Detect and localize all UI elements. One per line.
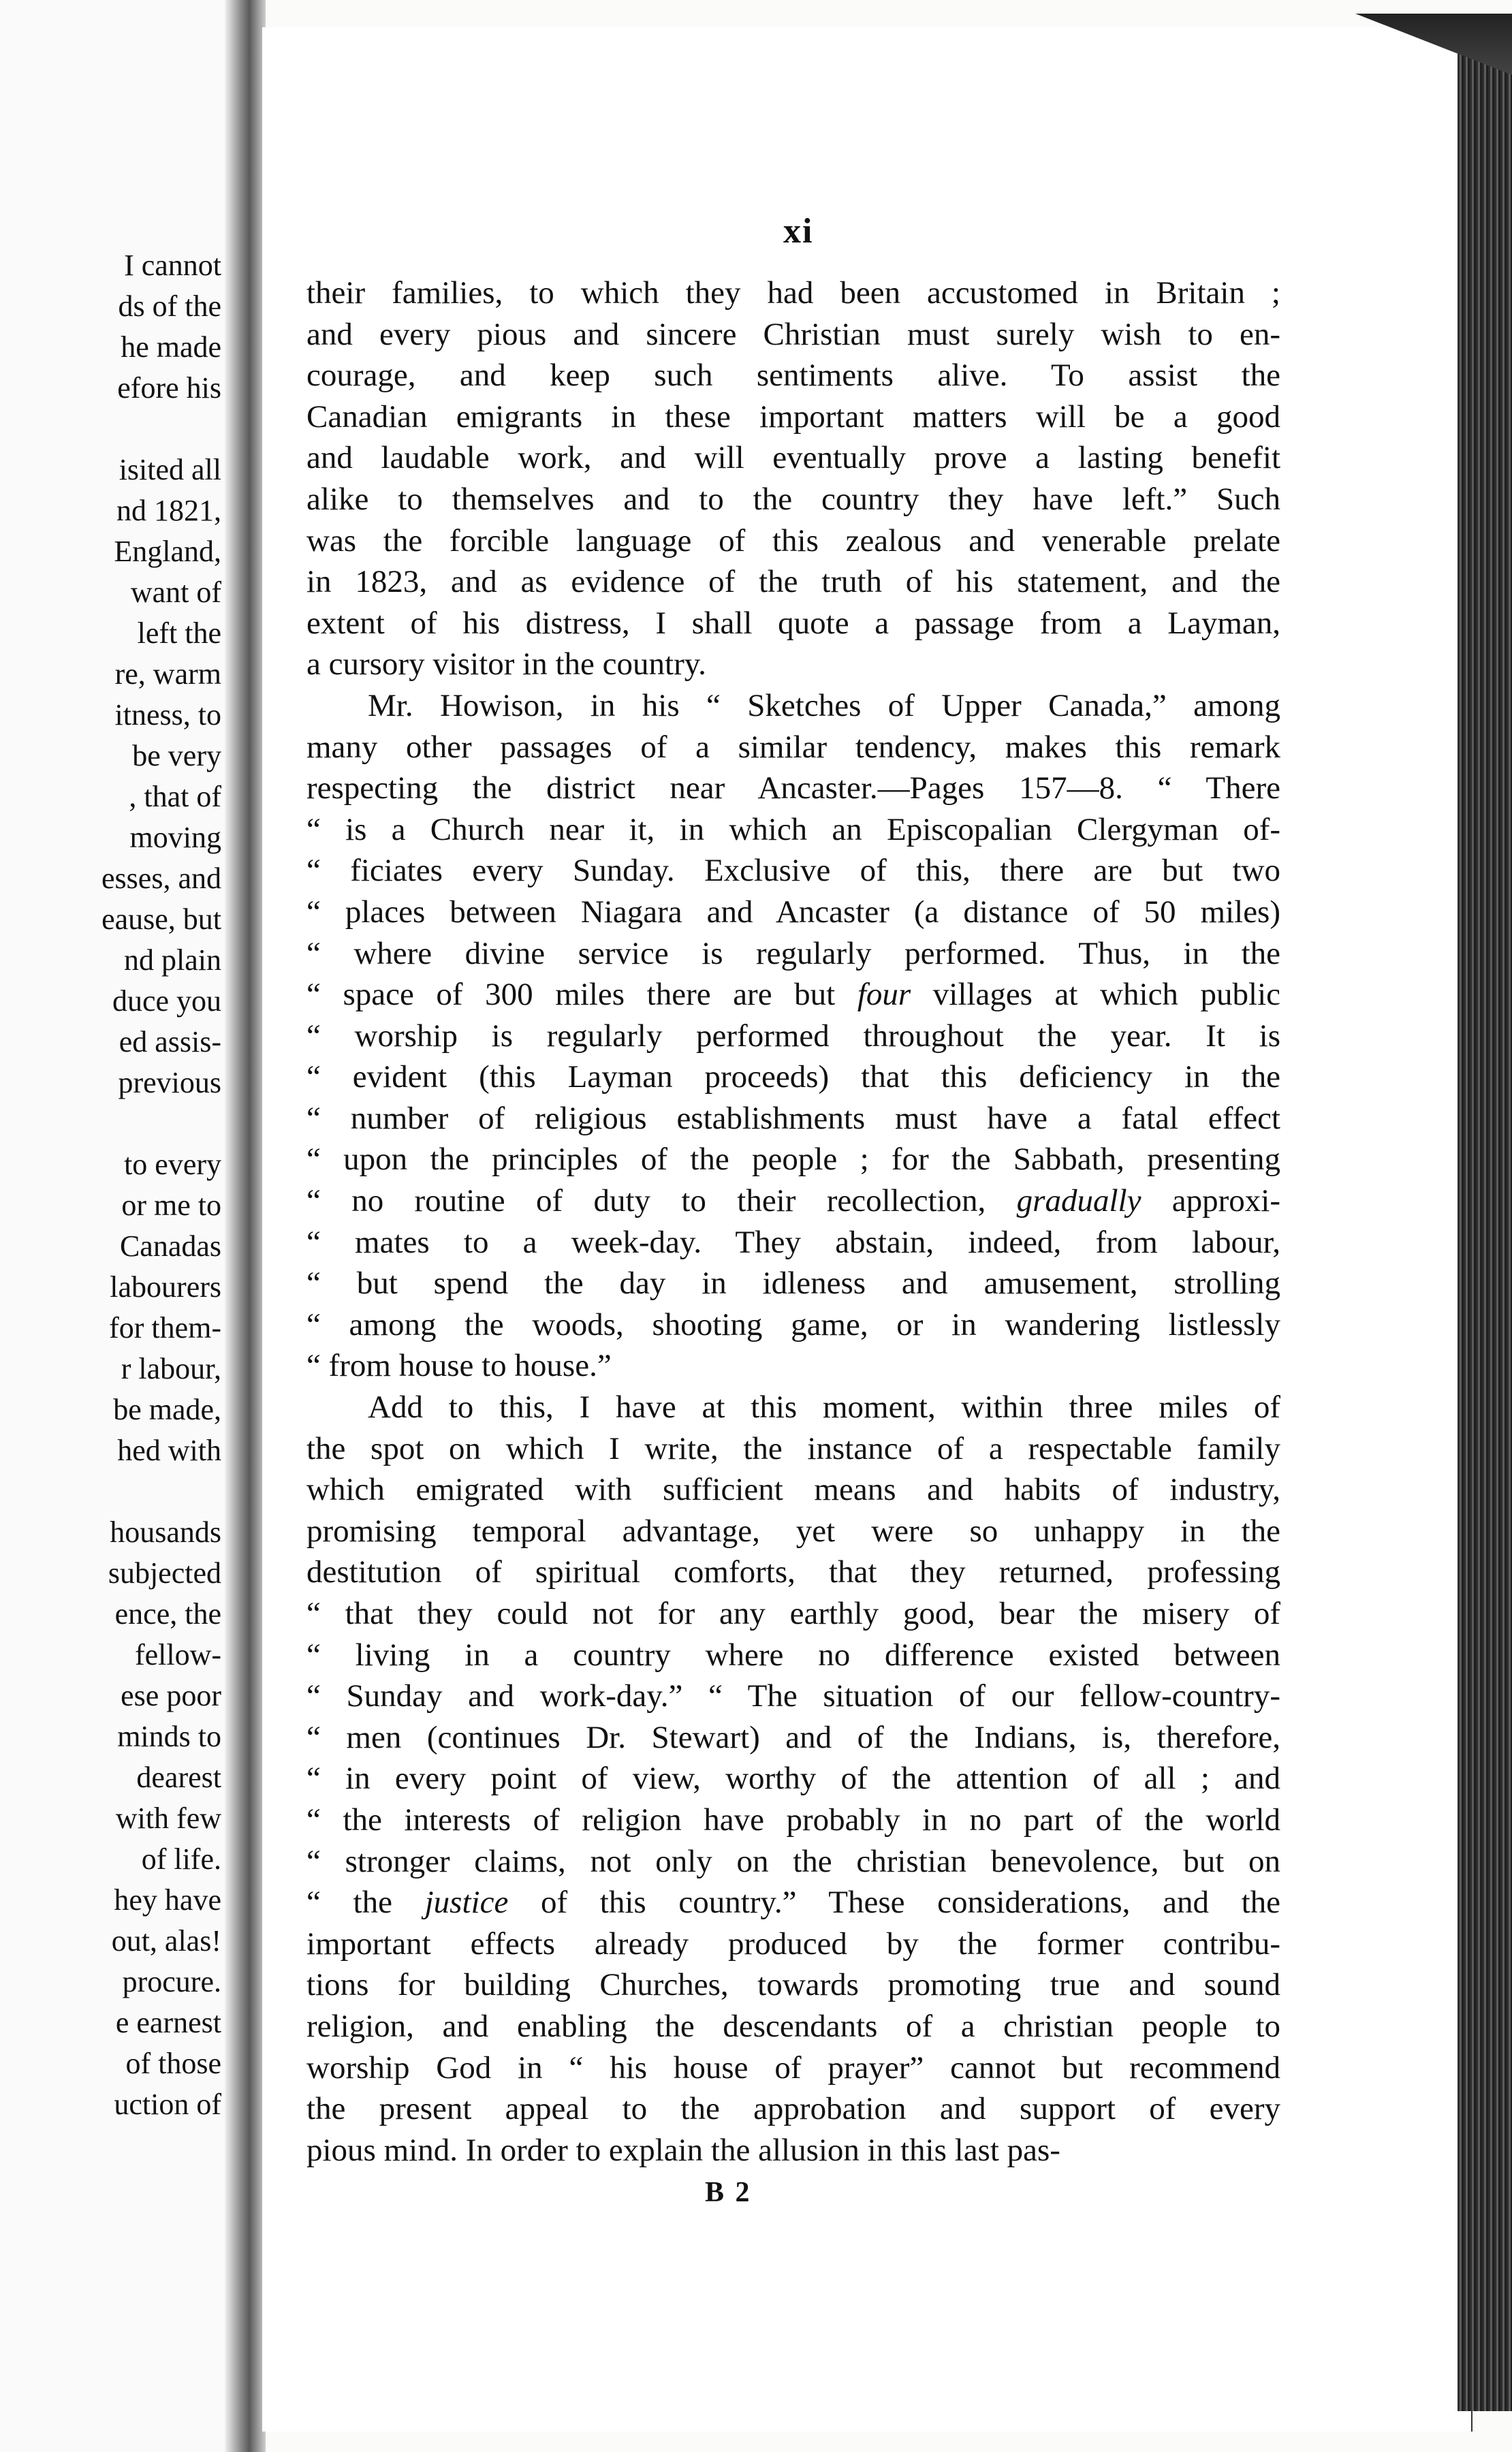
left-page-line: esses, and	[101, 862, 221, 895]
left-page-line: Canadas	[119, 1229, 221, 1263]
left-page-line: uction of	[114, 2088, 221, 2121]
page-edges	[1458, 41, 1512, 2411]
left-page-line: ed assis-	[119, 1025, 221, 1058]
text-line: “ the interests of religion have probably in no part of the world	[306, 1802, 1280, 1838]
left-page-line: duce you	[112, 984, 221, 1018]
text-line: “ places between Niagara and Ancaster (a distance of 50 miles)	[306, 894, 1280, 930]
left-page-line: nd 1821,	[116, 494, 221, 527]
page-number: xi	[783, 212, 814, 251]
text-line: tions for building Churches, towards promoting true and sound	[306, 1967, 1280, 2003]
text-line: promising temporal advantage, yet were so unhappy in the	[306, 1513, 1280, 1549]
text-line: pious mind. In order to explain the allusion in this last pas-	[306, 2132, 1060, 2168]
left-page-line: minds to	[117, 1720, 221, 1753]
left-page-line: be made,	[113, 1393, 221, 1426]
text-line: “ is a Church near it, in which an Episcopalian Clergyman of-	[306, 811, 1280, 847]
text-line: and every pious and sincere Christian must surely wish to en-	[306, 316, 1280, 352]
left-page-line: labourers	[110, 1270, 221, 1304]
text-line: “ number of religious establishments must have a fatal effect	[306, 1100, 1280, 1136]
text-line: their families, to which they had been accustomed in Britain ;	[306, 275, 1280, 311]
text-line: was the forcible language of this zealous and venerable prelate	[306, 522, 1280, 559]
left-page-line: dearest	[136, 1761, 221, 1794]
text-line: “ from house to house.”	[306, 1348, 612, 1384]
text-line: Add to this, I have at this moment, within three miles of	[368, 1389, 1280, 1426]
left-page-line: ence, the	[114, 1597, 221, 1631]
text-line: and laudable work, and will eventually prove a lasting benefit	[306, 440, 1280, 476]
left-page-line: hed with	[117, 1434, 221, 1467]
left-page-line: of life.	[141, 1842, 221, 1876]
left-page-line: procure.	[122, 1965, 221, 1998]
text-line: extent of his distress, I shall quote a passage from a Layman,	[306, 605, 1280, 641]
left-page-line: be very	[132, 739, 221, 772]
left-page-line: with few	[115, 1802, 221, 1835]
left-page-line: England,	[114, 535, 221, 568]
text-line: “ men (continues Dr. Stewart) and of the Indians, is, therefore,	[306, 1719, 1280, 1755]
left-page-line: want of	[130, 576, 221, 609]
text-line: “ ficiates every Sunday. Exclusive of this, there are but two	[306, 853, 1280, 889]
text-line: courage, and keep such sentiments alive. To assist the	[306, 358, 1280, 394]
left-page-line: eause, but	[101, 902, 221, 936]
left-page-line: I cannot	[124, 249, 221, 282]
text-line: Canadian emigrants in these important matters will be a good	[306, 398, 1280, 435]
text-line: “ no routine of duty to their recollection, gradually approxi-	[306, 1183, 1280, 1219]
left-page-line: itness, to	[114, 698, 221, 732]
signature-mark: B 2	[705, 2177, 752, 2208]
left-page-line: subjected	[108, 1556, 221, 1590]
left-page-line: isited all	[119, 453, 221, 486]
text-line: “ stronger claims, not only on the christian benevolence, but on	[306, 1843, 1280, 1879]
left-page-line: out, alas!	[111, 1924, 221, 1958]
text-line: “ living in a country where no difference existed between	[306, 1637, 1280, 1673]
left-page-line: housands	[110, 1515, 221, 1549]
left-page	[0, 0, 235, 2452]
left-page-line: to every	[124, 1148, 221, 1181]
text-line: respecting the district near Ancaster.—Pages 157—8. “ There	[306, 770, 1280, 806]
left-page-line: for them-	[109, 1311, 221, 1345]
text-line: important effects already produced by the former contribu-	[306, 1926, 1280, 1962]
text-line: destitution of spiritual comforts, that they returned, professing	[306, 1554, 1280, 1590]
left-page-line: of those	[125, 2047, 221, 2080]
book-gutter	[225, 0, 266, 2452]
text-line: “ Sunday and work-day.” “ The situation of our fellow-country-	[306, 1678, 1280, 1714]
text-line: which emigrated with sufficient means and habits of industry,	[306, 1472, 1280, 1508]
left-page-line: efore his	[117, 371, 221, 405]
left-page-line: r labour,	[121, 1352, 221, 1385]
left-page-line: ds of the	[118, 289, 221, 323]
text-line: “ but spend the day in idleness and amusement, strolling	[306, 1266, 1280, 1302]
text-line: Mr. Howison, in his “ Sketches of Upper Canada,” among	[368, 687, 1280, 723]
text-line: worship God in “ his house of prayer” cannot but recommend	[306, 2049, 1280, 2086]
left-page-line: nd plain	[124, 943, 221, 977]
left-page-line: or me to	[121, 1189, 221, 1222]
text-line: the present appeal to the approbation and support of every	[306, 2091, 1280, 2127]
text-line: “ worship is regularly performed throughout the year. It is	[306, 1018, 1280, 1054]
text-line: many other passages of a similar tendency, makes this remark	[306, 729, 1280, 765]
text-line: “ space of 300 miles there are but four villages at which public	[306, 977, 1280, 1013]
text-line: a cursory visitor in the country.	[306, 646, 706, 682]
left-page-line: he made	[121, 330, 221, 364]
text-line: alike to themselves and to the country they have left.” Such	[306, 481, 1280, 517]
left-page-line: re, warm	[114, 657, 221, 691]
text-line: “ where divine service is regularly performed. Thus, in the	[306, 935, 1280, 971]
left-page-line: e earnest	[115, 2006, 221, 2039]
left-page-line: previous	[118, 1066, 221, 1099]
body-text	[306, 272, 1280, 2171]
left-page-line: fellow-	[134, 1638, 221, 1671]
text-line: religion, and enabling the descendants of a christian people to	[306, 2008, 1280, 2044]
text-line: “ that they could not for any earthly good, bear the misery of	[306, 1596, 1280, 1631]
text-line: “ in every point of view, worthy of the attention of all ; and	[306, 1761, 1280, 1797]
left-page-line: moving	[129, 821, 221, 854]
left-page-line: left the	[137, 616, 221, 650]
left-page-line: hey have	[114, 1883, 221, 1917]
text-line: in 1823, and as evidence of the truth of his statement, and the	[306, 564, 1280, 600]
text-line: “ upon the principles of the people ; for the Sabbath, presenting	[306, 1142, 1280, 1178]
left-page-line: , that of	[129, 780, 221, 813]
text-line: “ evident (this Layman proceeds) that this deficiency in the	[306, 1059, 1280, 1095]
text-line: “ among the woods, shooting game, or in wandering listlessly	[306, 1306, 1280, 1342]
text-line: the spot on which I write, the instance of a respectable family	[306, 1430, 1280, 1466]
text-line: “ mates to a week-day. They abstain, indeed, from labour,	[306, 1224, 1280, 1260]
text-line: “ the justice of this country.” These considerations, and the	[306, 1885, 1280, 1921]
left-page-line: ese poor	[121, 1679, 221, 1712]
